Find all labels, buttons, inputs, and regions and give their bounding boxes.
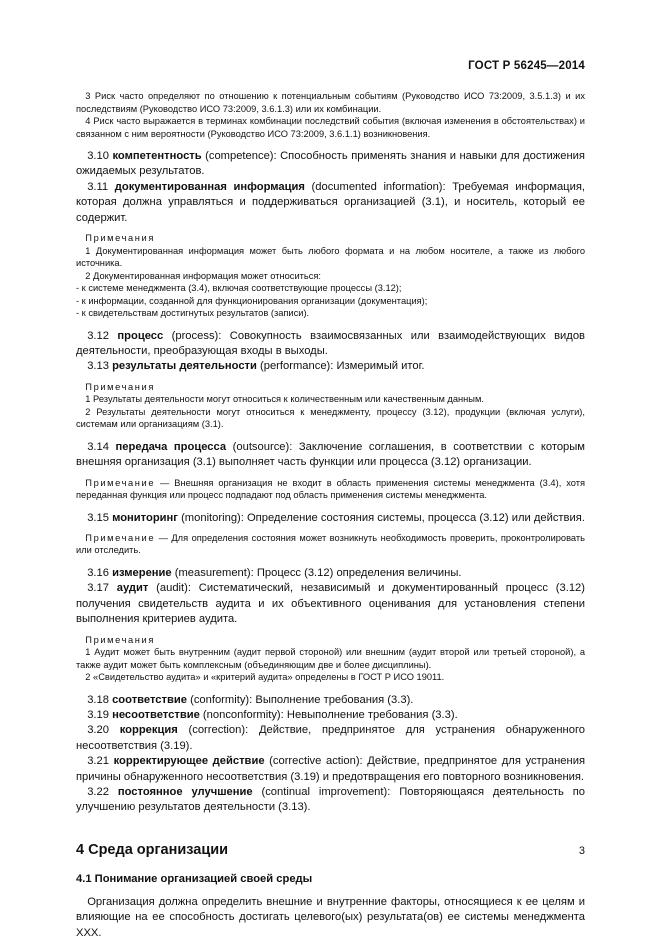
section-4-title: 4 Среда организации: [76, 841, 229, 858]
term-3-22: 3.22 постоянное улучшение (continual improvement): Повторяющаяся деятельность по улучшению результатов деятельности (3.13).: [76, 786, 585, 814]
term-3-12: 3.12 процесс (process): Совокупность взаимосвязанных или взаимодействующих видов деятельности, преобразующая входы в выходы.: [76, 329, 585, 357]
term-3-15: 3.15 мониторинг (monitoring): Определение состояния системы, процесса (3.12) или действия.: [87, 511, 585, 524]
note-3-15: Примечание — Для определения состояния может возникнуть необходимость проверить, проконтролировать или отследить.: [76, 532, 586, 556]
term-3-21: 3.21 корректирующее действие (corrective action): Действие, предпринятое для устранения причины обнаруженного несоответствия (3.19) и предотвращения его повторного возникновения.: [76, 755, 585, 783]
document-header: ГОСТ Р 56245—2014: [468, 60, 585, 72]
note-item: - к системе менеджмента (3.4), включая соответствующие процессы (3.12);: [76, 283, 402, 294]
note-risk-3: 3 Риск часто определяют по отношению к потенциальным событиям (Руководство ИСО 73:2009, 3.5.1.3) и их последствиям (Руководство ИСО 73:2009, 3.6.1.3) или их комбинации.: [76, 91, 585, 114]
note-item: 1 Аудит может быть внутренним (аудит первой стороной) или внешним (аудит второй или третьей стороной), а также аудит может быть комплексным (объединяющим две и более дисциплины).: [76, 647, 585, 670]
note-item: 1 Результаты деятельности могут относиться к количественным или качественным данным.: [85, 394, 484, 405]
term-3-18: 3.18 соответствие (conformity): Выполнение требования (3.3).: [87, 693, 414, 706]
term-3-14: 3.14 передача процесса (outsource): Заключение соглашения, в соответствии с которым внешняя организация (3.1) выполняет часть функции или процесса (3.12) организации.: [76, 440, 586, 469]
note-item: - к свидетельствам достигнутых результатов (записи).: [76, 308, 310, 319]
subsection-4-1-title: 4.1 Понимание организацией своей среды: [76, 872, 313, 885]
term-3-13: 3.13 результаты деятельности (performance): Измеримый итог.: [87, 360, 425, 373]
note-item: 2 Результаты деятельности могут относиться к менеджменту, процессу (3.12), продукции (включая услуги), системам или организациям (3.1).: [76, 406, 585, 430]
term-3-11: 3.11 документированная информация (documented information): Требуемая информация, которая должна управляться и поддерживаться организацией (3.1), и носитель, который ее содержит.: [76, 180, 586, 224]
page-number: 3: [578, 845, 585, 857]
note-item: - к информации, созданной для функционирования организации (документация);: [76, 295, 428, 306]
term-3-19: 3.19 несоответствие (nonconformity): Невыполнение требования (3.3).: [87, 709, 458, 721]
page-body: [76, 90, 585, 941]
term-3-16: 3.16 измерение (measurement): Процесс (3.12) определения величины.: [87, 566, 462, 579]
note-risk-4: 4 Риск часто выражается в терминах комбинации последствий события (включая изменения в обстоятельствах) и связанном с ним вероятности (Руководство ИСО 73:2009, 3.6.1.1) возникновения.: [76, 116, 585, 139]
note-3-14: Примечание — Внешняя организация не входит в область применения системы менеджмента (3.4), хотя переданная функция или процесс подпадают под область применения системы менеджмента.: [76, 477, 586, 501]
term-3-10: 3.10 компетентность (competence): Способность применять знания и навыки для достижения ожидаемых результатов.: [76, 150, 585, 178]
term-3-20: 3.20 коррекция (correction): Действие, предпринятое для устранения обнаруженного несоответствия (3.19).: [76, 724, 585, 752]
note-item: 2 «Свидетельство аудита» и «критерий аудита» определены в ГОСТ Р ИСО 19011.: [85, 672, 445, 683]
note-item: 1 Документированная информация может быть любого формата и на любом носителе, а также из любого источника.: [76, 245, 585, 269]
notes-heading: Примечания: [85, 381, 155, 392]
note-item: 2 Документированная информация может относиться:: [85, 270, 322, 281]
term-3-17: 3.17 аудит (audit): Систематический, независимый и документированный процесс (3.12) получения свидетельств аудита и их объективного оценивания для установления степени выполнения критериев аудита.: [76, 582, 585, 626]
section-4-1-text: Организация должна определить внешние и внутренние факторы, относящиеся к ее целям и влияющие на ее способность достигать целевого(ых) результата(ов) ее системы менеджмента XXX.: [76, 895, 585, 939]
notes-heading: Примечания: [85, 233, 155, 244]
notes-heading: Примечания: [85, 634, 155, 645]
